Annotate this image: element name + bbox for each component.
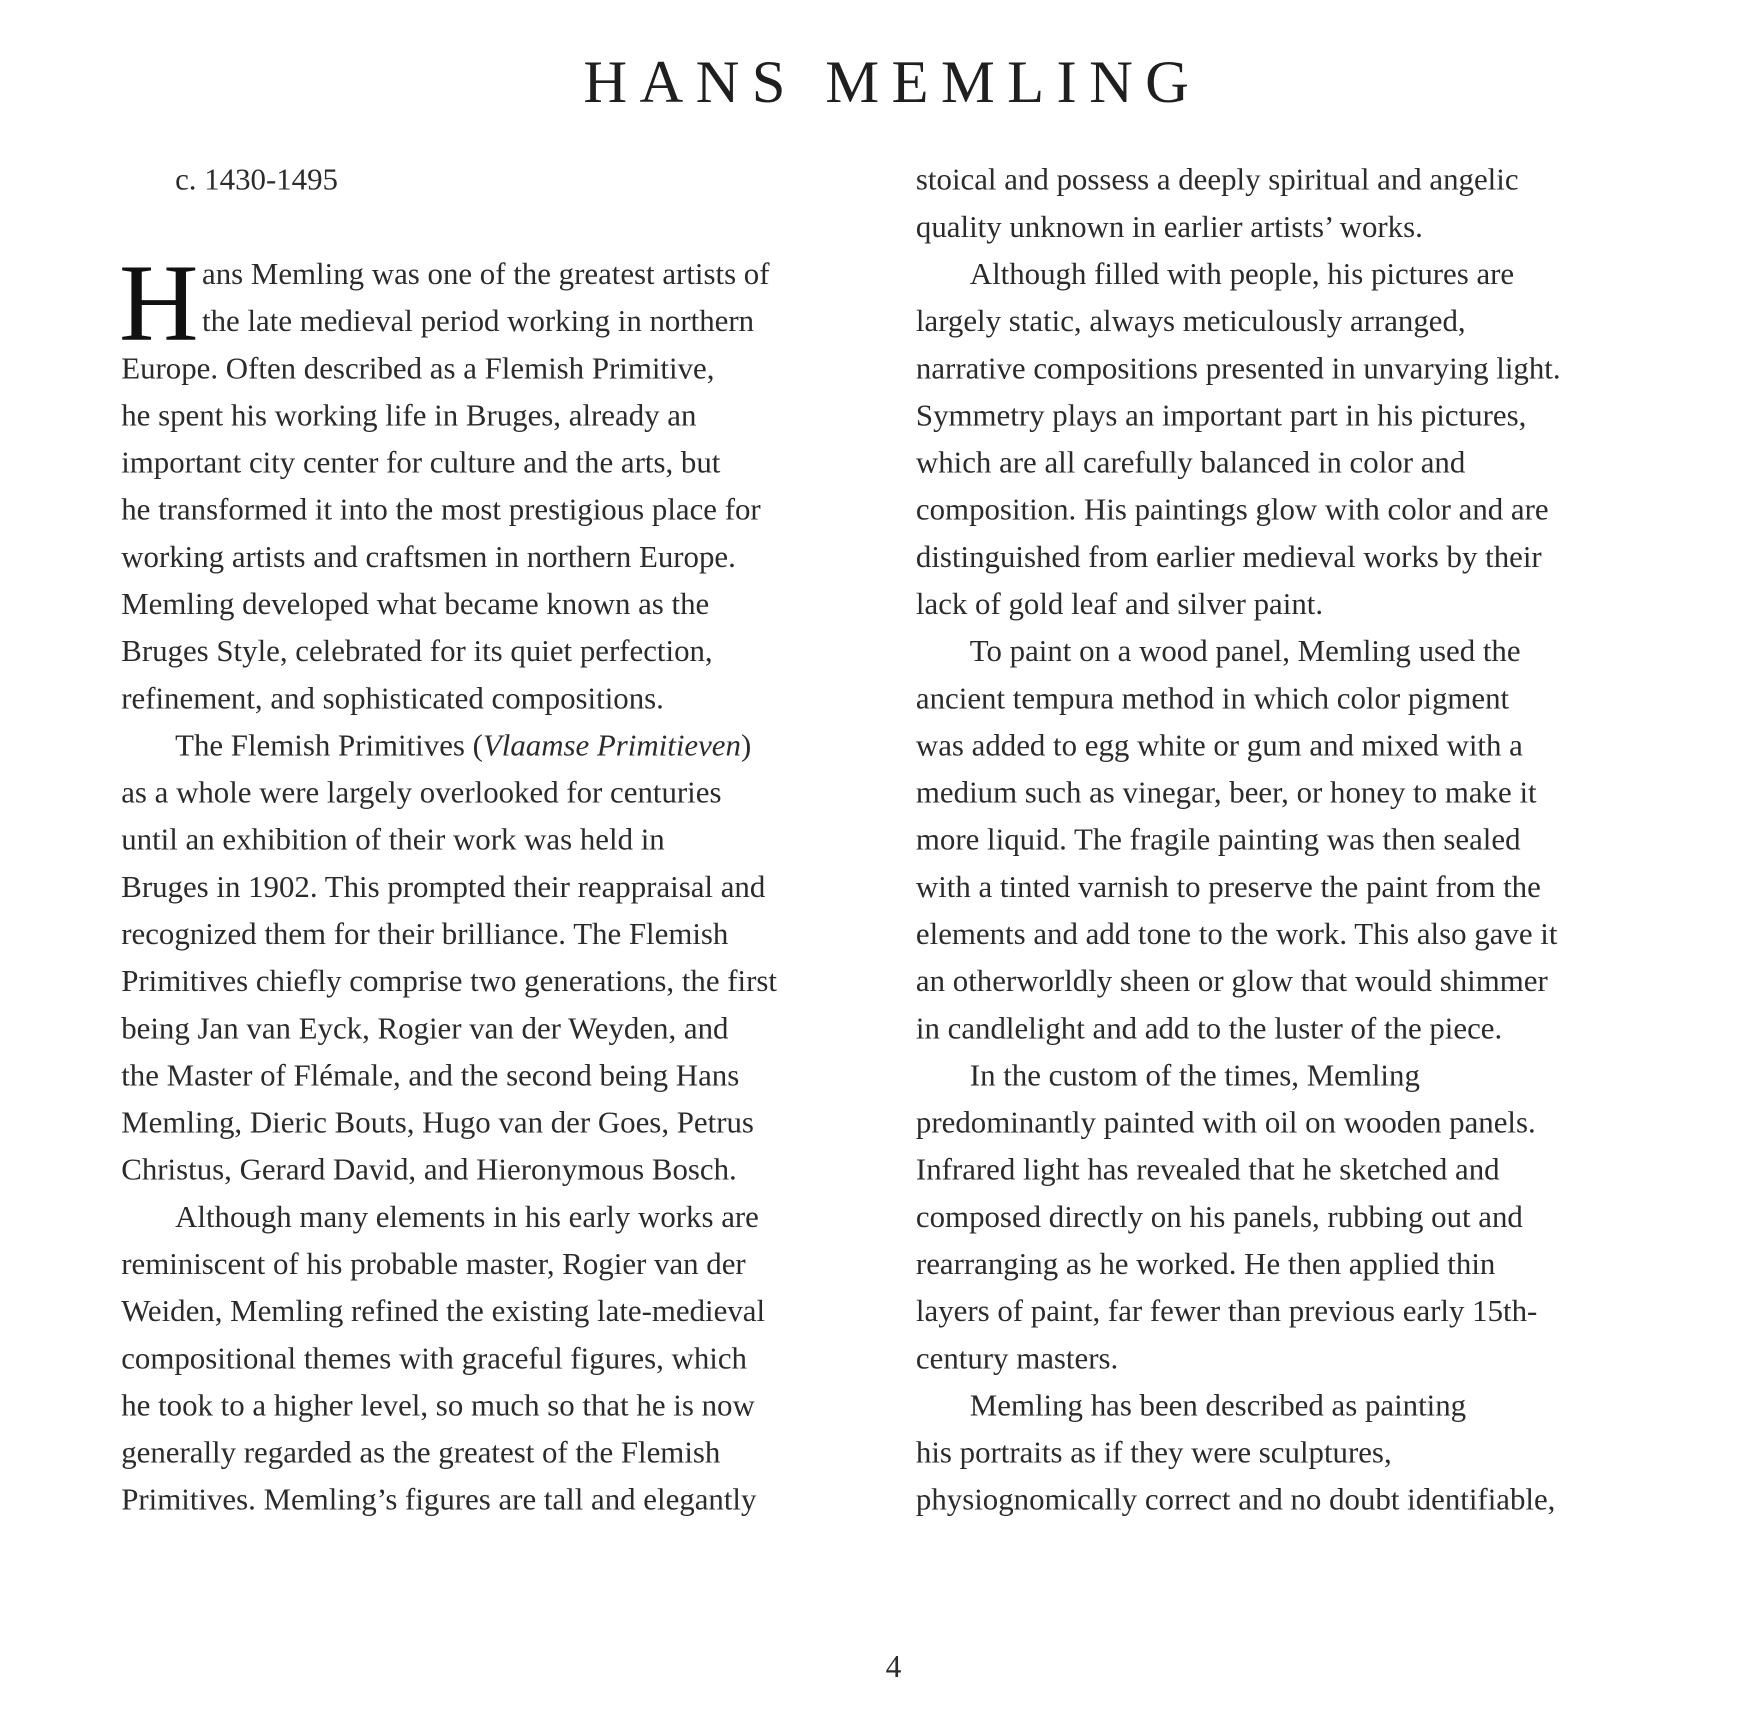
text-line — [916, 1005, 1679, 1052]
text-line — [916, 1240, 1679, 1287]
left-column — [118, 156, 873, 1523]
line-text: working artists and craftsmen in northern Europe. — [121, 538, 736, 574]
line-text: the late medieval period working in northern — [202, 303, 755, 338]
line-text: in candlelight and add to the luster of the piece. — [915, 1010, 1503, 1046]
text-line — [916, 816, 1679, 863]
text-line — [121, 1193, 873, 1240]
line-text: rearranging as he worked. He then applied thin — [915, 1245, 1496, 1281]
line-text: Memling, Dieric Bouts, Hugo van der Goes, Petrus — [121, 1104, 754, 1140]
line-text: he transformed it into the most prestigious place for — [121, 491, 761, 527]
text-line — [121, 439, 873, 486]
text-line — [916, 1146, 1679, 1193]
line-text: Symmetry plays an important part in his pictures, — [915, 397, 1527, 433]
text-line — [121, 1146, 873, 1193]
line-text: ancient tempura method in which color pigment — [915, 680, 1510, 716]
line-text: he spent his working life in Bruges, already an — [121, 397, 697, 433]
text-line — [121, 297, 873, 344]
text-line — [916, 1382, 1679, 1429]
line-text: with a tinted varnish to preserve the paint from the — [915, 868, 1541, 904]
line-text: was added to egg white or gum and mixed with a — [915, 727, 1523, 763]
line-text: medium such as vinegar, beer, or honey to make it — [915, 774, 1537, 810]
line-text: reminiscent of his probable master, Rogier van der — [121, 1245, 746, 1281]
text-line — [916, 957, 1679, 1004]
text-line — [916, 203, 1679, 250]
text-line — [916, 345, 1679, 392]
text-line — [121, 345, 873, 392]
text-line — [916, 675, 1679, 722]
text-line — [916, 392, 1679, 439]
text-line — [121, 816, 873, 863]
line-text: century masters. — [915, 1340, 1119, 1376]
text-line — [121, 910, 873, 957]
page-number: 4 — [885, 1650, 902, 1685]
line-text: In the custom of the times, Memling — [969, 1057, 1420, 1093]
line-text: his portraits as if they were sculptures, — [915, 1434, 1392, 1470]
line-text: ans Memling was one of the greatest artists of — [202, 255, 770, 291]
text-line — [916, 486, 1679, 533]
text-line — [121, 675, 873, 722]
text-line — [916, 439, 1679, 486]
text-line — [916, 863, 1679, 910]
line-text: Bruges in 1902. This prompted their reappraisal and — [121, 868, 766, 904]
line-text: The Flemish Primitives ( — [175, 727, 483, 763]
text-line — [916, 1335, 1679, 1382]
line-text: distinguished from earlier medieval works by their — [915, 538, 1542, 574]
text-line — [121, 769, 873, 816]
text-line — [916, 1287, 1679, 1334]
text-line — [916, 297, 1679, 344]
line-text: quality unknown in earlier artists’ works. — [915, 208, 1423, 244]
page-title: HANS MEMLING — [583, 48, 1202, 116]
text-line — [916, 533, 1679, 580]
text-line — [121, 1099, 873, 1146]
text-line — [121, 533, 873, 580]
line-text: largely static, always meticulously arranged, — [915, 303, 1466, 338]
text-line — [916, 250, 1679, 297]
line-text-after: ) — [740, 727, 752, 763]
text-line — [121, 1382, 873, 1429]
line-text: Infrared light has revealed that he sketched and — [915, 1151, 1500, 1187]
text-line — [121, 1429, 873, 1476]
text-line — [121, 1335, 873, 1382]
line-text: recognized them for their brilliance. The Flemish — [121, 915, 729, 951]
text-line — [121, 580, 873, 627]
text-line — [121, 1052, 873, 1099]
drop-cap: H — [118, 243, 199, 365]
text-line — [916, 769, 1679, 816]
line-text: Primitives chiefly comprise two generations, the first — [121, 963, 778, 998]
line-text: as a whole were largely overlooked for centuries — [121, 774, 722, 810]
line-text: Christus, Gerard David, and Hieronymous Bosch. — [121, 1151, 737, 1187]
text-line — [916, 1476, 1679, 1523]
text-line — [916, 1429, 1679, 1476]
line-text: Although many elements in his early works are — [175, 1198, 759, 1234]
text-line — [916, 156, 1679, 203]
text-line — [121, 957, 873, 1004]
line-text: being Jan van Eyck, Rogier van der Weyden, and — [121, 1010, 729, 1046]
line-text: until an exhibition of their work was held in — [121, 821, 665, 857]
line-text: important city center for culture and the arts, but — [121, 444, 721, 480]
line-text: lack of gold leaf and silver paint. — [915, 585, 1324, 621]
text-line — [916, 627, 1679, 674]
text-line — [121, 392, 873, 439]
line-text: elements and add tone to the work. This also gave it — [915, 915, 1558, 951]
line-text: generally regarded as the greatest of the Flemish — [121, 1434, 721, 1470]
text-line — [121, 1005, 873, 1052]
text-line — [121, 486, 873, 533]
text-line — [121, 722, 873, 769]
line-text: an otherworldly sheen or glow that would shimmer — [915, 963, 1548, 998]
text-line — [916, 910, 1679, 957]
line-text: Although filled with people, his pictures are — [969, 255, 1515, 291]
line-text: Weiden, Memling refined the existing late-medieval — [121, 1293, 766, 1328]
line-text: Memling developed what became known as the — [121, 585, 710, 621]
line-text: stoical and possess a deeply spiritual and angelic — [915, 161, 1519, 197]
text-line — [916, 1052, 1679, 1099]
text-line — [121, 1287, 873, 1334]
line-text: Europe. Often described as a Flemish Primitive, — [121, 350, 715, 386]
text-line — [121, 627, 873, 674]
line-text: composition. His paintings glow with color and are — [915, 491, 1549, 527]
line-text: Bruges Style, celebrated for its quiet perfection, — [121, 633, 713, 668]
line-text: compositional themes with graceful figures, which — [121, 1340, 747, 1376]
line-text: more liquid. The fragile painting was then sealed — [915, 821, 1521, 857]
text-line — [121, 1476, 873, 1523]
line-text: layers of paint, far fewer than previous early 15th- — [915, 1293, 1538, 1328]
text-line — [121, 863, 873, 910]
line-text: which are all carefully balanced in color and — [915, 444, 1466, 480]
text-line — [916, 580, 1679, 627]
line-text: narrative compositions presented in unvarying light. — [915, 350, 1561, 386]
line-text: physiognomically correct and no doubt identifiable, — [915, 1481, 1556, 1517]
right-column — [916, 156, 1679, 1523]
line-text: To paint on a wood panel, Memling used the — [969, 633, 1521, 668]
line-text: Memling has been described as painting — [969, 1387, 1467, 1423]
text-line — [121, 1240, 873, 1287]
text-line — [916, 1193, 1679, 1240]
italic-term: Vlaamse Primitieven — [482, 727, 741, 763]
artist-dates: c. 1430-1495 — [175, 161, 338, 197]
line-text: Primitives. Memling’s figures are tall and elegantly — [121, 1481, 757, 1517]
line-text: the Master of Flémale, and the second being Hans — [121, 1057, 740, 1093]
text-line — [916, 722, 1679, 769]
text-line — [121, 250, 873, 297]
line-text: refinement, and sophisticated compositions. — [121, 680, 664, 716]
line-text: he took to a higher level, so much so that he is now — [121, 1387, 755, 1423]
line-text: predominantly painted with oil on wooden panels. — [915, 1104, 1536, 1140]
text-line — [916, 1099, 1679, 1146]
blank-line — [121, 203, 873, 250]
line-text: composed directly on his panels, rubbing out and — [915, 1198, 1523, 1234]
